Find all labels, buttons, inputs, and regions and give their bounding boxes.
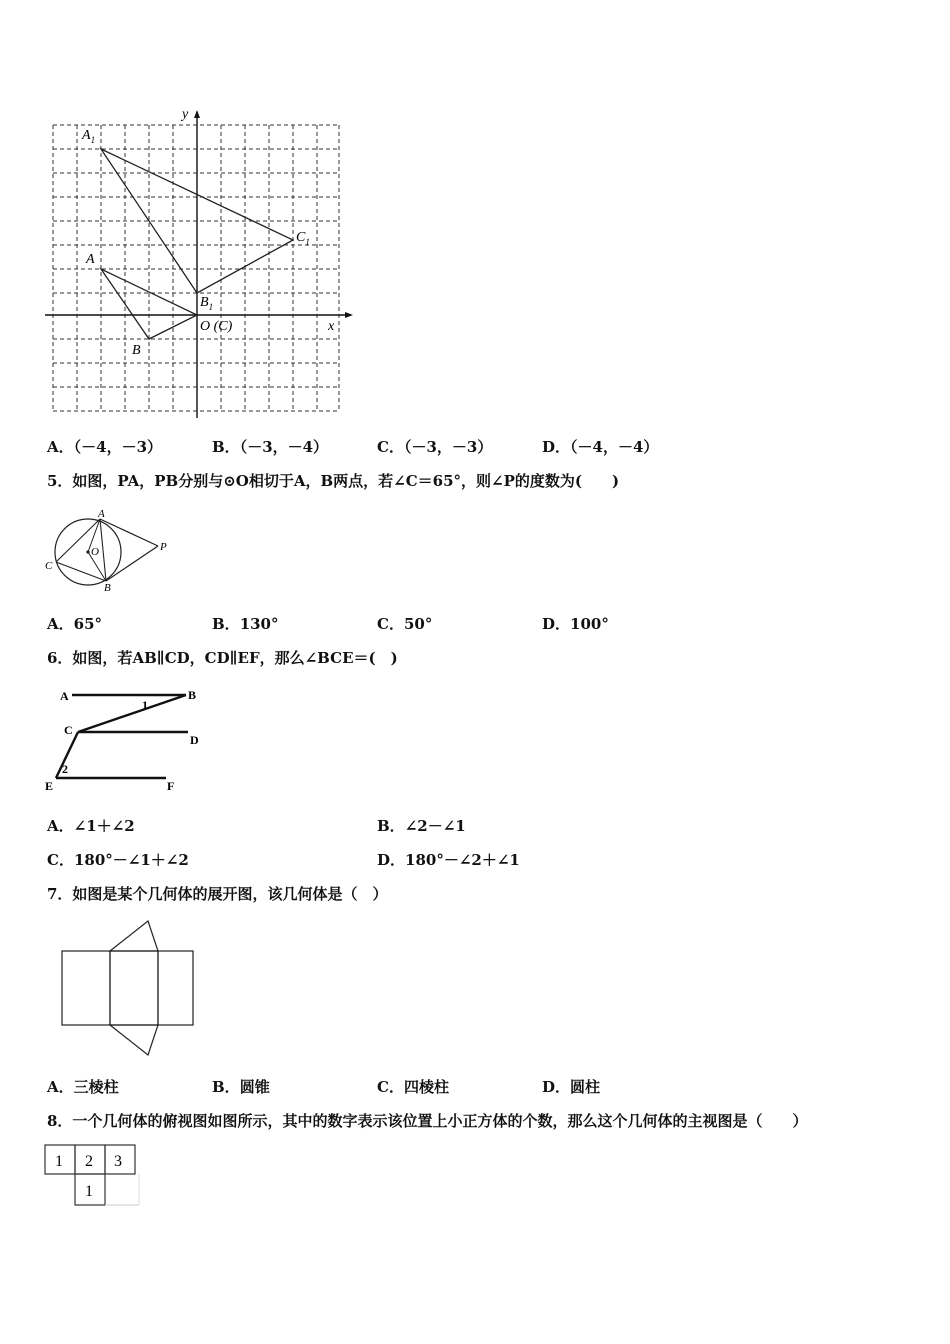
q5-option-d[interactable] — [542, 613, 609, 634]
q6-label-angle1: 1 — [142, 698, 148, 712]
option-text: 四棱柱 — [403, 1078, 449, 1096]
option-letter: C． — [377, 615, 404, 633]
option-letter: D． — [377, 851, 406, 869]
q7-net-rect-middle — [110, 951, 158, 1025]
q4-option-d[interactable] — [542, 436, 658, 457]
q6-option-a[interactable] — [47, 815, 135, 836]
q4-option-a[interactable] — [47, 436, 162, 457]
q5-tangent-pb — [106, 546, 158, 581]
option-text: ∠2－∠1 — [404, 817, 466, 835]
q6-stem: 6．如图，若AB∥CD，CD∥EF，那么∠BCE＝( ) — [47, 649, 398, 667]
option-text: 三棱柱 — [73, 1078, 119, 1096]
option-text: 180°－∠1＋∠2 — [73, 851, 189, 869]
option-letter: C． — [377, 438, 404, 456]
q4-label-b: B — [132, 343, 141, 358]
q7-net-top-triangle — [110, 921, 158, 951]
option-letter: D． — [542, 615, 571, 633]
q5-option-b[interactable] — [212, 613, 279, 634]
q4-coordinate-figure — [40, 100, 360, 420]
option-letter: C． — [377, 1078, 404, 1096]
q5-option-c[interactable] — [377, 613, 432, 634]
q7-option-c[interactable] — [377, 1076, 449, 1097]
q4-option-c[interactable] — [377, 436, 492, 457]
q4-x-axis-arrow — [345, 312, 353, 318]
q7-option-a[interactable] — [47, 1076, 119, 1097]
q5-label-c: C — [45, 560, 53, 572]
option-letter: B． — [212, 1078, 240, 1096]
q7-option-b[interactable] — [212, 1076, 270, 1097]
q8-value-r1c2: 2 — [85, 1153, 93, 1170]
q8-value-r2c2: 1 — [85, 1183, 93, 1200]
option-text: 圆锥 — [239, 1078, 270, 1096]
q5-circle-figure — [40, 505, 180, 600]
option-text: ∠1＋∠2 — [73, 817, 135, 835]
q7-stem: 7．如图是某个几何体的展开图，该几何体是（ ） — [47, 885, 388, 903]
q6-parallel-lines-figure — [40, 683, 210, 795]
q4-label-b1: $B_1$ — [200, 295, 214, 312]
option-letter: A． — [47, 1078, 74, 1096]
q5-chord-cb — [56, 562, 106, 581]
q6-line-cb — [78, 695, 186, 732]
q7-net-rect-right — [158, 951, 193, 1025]
q6-label-f: F — [167, 779, 175, 793]
q4-grid — [53, 125, 339, 411]
q4-label-o: O (C) — [200, 319, 233, 334]
q8-top-view-figure — [44, 1144, 144, 1210]
q7-net-rect-left — [62, 951, 110, 1025]
option-text: 50° — [403, 615, 433, 633]
option-letter: D． — [542, 438, 571, 456]
option-text: 130° — [239, 615, 279, 633]
option-letter: A． — [47, 817, 74, 835]
option-text: 180°－∠2＋∠1 — [405, 851, 520, 869]
q7-net-bottom-triangle — [110, 1025, 158, 1055]
q4-axis-x-label: x — [328, 319, 335, 334]
option-text: （－4，－3） — [73, 438, 163, 456]
q5-tangent-pa — [100, 519, 158, 546]
q8-value-r1c3: 3 — [114, 1153, 122, 1170]
q6-label-b: B — [188, 688, 197, 702]
q5-option-a[interactable] — [47, 613, 102, 634]
q7-net-figure — [55, 915, 205, 1065]
option-letter: A． — [47, 438, 74, 456]
option-letter: A． — [47, 615, 74, 633]
q8-value-r1c1: 1 — [55, 1153, 63, 1170]
option-text: 圆柱 — [570, 1078, 601, 1096]
q6-option-d[interactable] — [377, 849, 520, 870]
option-text: 100° — [570, 615, 609, 633]
q6-label-e: E — [45, 779, 54, 793]
option-letter: B． — [212, 438, 240, 456]
q5-label-p: P — [160, 541, 167, 553]
q8-stem: 8．一个几何体的俯视图如图所示，其中的数字表示该位置上小正方体的个数，那么这个几何体的主视图是（ ） — [47, 1112, 808, 1130]
q4-label-c1: $C_1$ — [296, 230, 310, 247]
q6-option-c[interactable] — [47, 849, 189, 870]
q4-y-axis-arrow — [194, 110, 200, 118]
q6-label-angle2: 2 — [62, 762, 68, 776]
option-text: （－3，－4） — [239, 438, 329, 456]
option-letter: C． — [47, 851, 74, 869]
q5-label-b: B — [104, 582, 111, 594]
q6-label-a: A — [60, 689, 69, 703]
q7-option-d[interactable] — [542, 1076, 600, 1097]
q4-option-b[interactable] — [212, 436, 328, 457]
q4-label-a1: $A_1$ — [82, 128, 96, 145]
q4-axis-y-label: y — [182, 107, 189, 122]
option-text: 65° — [73, 615, 103, 633]
q6-label-d: D — [190, 733, 199, 747]
option-letter: B． — [212, 615, 240, 633]
option-letter: B． — [377, 817, 405, 835]
option-letter: D． — [542, 1078, 571, 1096]
q6-label-c: C — [64, 723, 73, 737]
option-text: （－3，－3） — [403, 438, 493, 456]
q5-label-o: O — [91, 546, 99, 558]
option-text: （－4，－4） — [570, 438, 659, 456]
q5-chord-ab — [100, 519, 106, 581]
q4-label-a: A — [86, 252, 95, 267]
q6-option-b[interactable] — [377, 815, 466, 836]
q5-stem: 5．如图，PA，PB分别与⊙O相切于A，B两点，若∠C＝65°，则∠P的度数为( ) — [47, 472, 620, 490]
q5-label-a: A — [98, 508, 105, 520]
